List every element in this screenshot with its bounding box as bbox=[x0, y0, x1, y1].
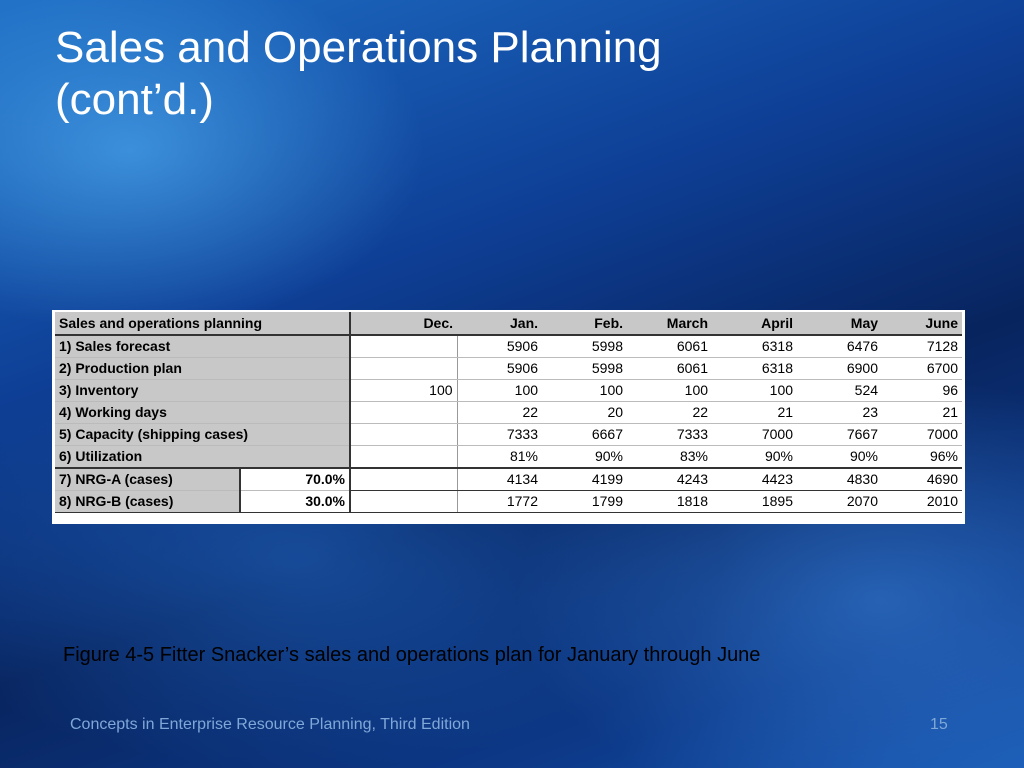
cell-march: 6061 bbox=[627, 358, 712, 380]
cell-june: 21 bbox=[882, 402, 962, 424]
cell-april: 6318 bbox=[712, 335, 797, 358]
cell-june: 2010 bbox=[882, 491, 962, 513]
column-header-june: June bbox=[882, 312, 962, 335]
cell-march: 100 bbox=[627, 380, 712, 402]
cell-jan: 1772 bbox=[457, 491, 542, 513]
cell-june: 7128 bbox=[882, 335, 962, 358]
table-header-label: Sales and operations planning bbox=[55, 312, 350, 335]
cell-feb: 5998 bbox=[542, 358, 627, 380]
cell-april: 90% bbox=[712, 446, 797, 469]
cell-feb: 100 bbox=[542, 380, 627, 402]
footer-text: Concepts in Enterprise Resource Planning, Third Edition bbox=[70, 716, 470, 733]
cell-feb: 4199 bbox=[542, 468, 627, 491]
table-row bbox=[55, 358, 962, 380]
figure-caption: Figure 4-5 Fitter Snacker’s sales and operations plan for January through June bbox=[63, 644, 761, 666]
table-row bbox=[55, 335, 962, 358]
row-percentage: 70.0% bbox=[240, 468, 350, 491]
cell-dec bbox=[350, 491, 457, 513]
cell-dec bbox=[350, 402, 457, 424]
sales-operations-table bbox=[55, 312, 962, 513]
cell-may: 2070 bbox=[797, 491, 882, 513]
cell-may: 23 bbox=[797, 402, 882, 424]
cell-june: 96 bbox=[882, 380, 962, 402]
slide-title-line1: Sales and Operations Planning bbox=[55, 23, 662, 72]
cell-jan: 4134 bbox=[457, 468, 542, 491]
cell-dec bbox=[350, 446, 457, 469]
cell-jan: 5906 bbox=[457, 358, 542, 380]
table-row bbox=[55, 446, 962, 469]
table-row bbox=[55, 468, 962, 491]
cell-april: 21 bbox=[712, 402, 797, 424]
cell-june: 96% bbox=[882, 446, 962, 469]
row-label: 5) Capacity (shipping cases) bbox=[55, 424, 350, 446]
cell-may: 4830 bbox=[797, 468, 882, 491]
cell-dec: 100 bbox=[350, 380, 457, 402]
cell-jan: 5906 bbox=[457, 335, 542, 358]
row-percentage: 30.0% bbox=[240, 491, 350, 513]
table-row bbox=[55, 402, 962, 424]
cell-march: 6061 bbox=[627, 335, 712, 358]
cell-march: 4243 bbox=[627, 468, 712, 491]
slide-title bbox=[55, 22, 955, 126]
cell-june: 4690 bbox=[882, 468, 962, 491]
table-header-row bbox=[55, 312, 962, 335]
page-number: 15 bbox=[930, 716, 948, 733]
cell-april: 4423 bbox=[712, 468, 797, 491]
column-header-jan: Jan. bbox=[457, 312, 542, 335]
cell-may: 6476 bbox=[797, 335, 882, 358]
column-header-april: April bbox=[712, 312, 797, 335]
cell-may: 524 bbox=[797, 380, 882, 402]
cell-june: 7000 bbox=[882, 424, 962, 446]
cell-june: 6700 bbox=[882, 358, 962, 380]
row-label: 2) Production plan bbox=[55, 358, 350, 380]
cell-march: 22 bbox=[627, 402, 712, 424]
cell-march: 83% bbox=[627, 446, 712, 469]
cell-april: 1895 bbox=[712, 491, 797, 513]
cell-may: 7667 bbox=[797, 424, 882, 446]
table-row bbox=[55, 491, 962, 513]
cell-feb: 1799 bbox=[542, 491, 627, 513]
sales-operations-table-panel bbox=[52, 310, 965, 524]
cell-dec bbox=[350, 424, 457, 446]
cell-march: 1818 bbox=[627, 491, 712, 513]
cell-april: 100 bbox=[712, 380, 797, 402]
column-header-march: March bbox=[627, 312, 712, 335]
cell-jan: 22 bbox=[457, 402, 542, 424]
cell-may: 90% bbox=[797, 446, 882, 469]
cell-may: 6900 bbox=[797, 358, 882, 380]
cell-dec bbox=[350, 335, 457, 358]
column-header-feb: Feb. bbox=[542, 312, 627, 335]
cell-jan: 81% bbox=[457, 446, 542, 469]
column-header-may: May bbox=[797, 312, 882, 335]
cell-jan: 7333 bbox=[457, 424, 542, 446]
cell-feb: 20 bbox=[542, 402, 627, 424]
cell-dec bbox=[350, 468, 457, 491]
row-label: 3) Inventory bbox=[55, 380, 350, 402]
row-label: 6) Utilization bbox=[55, 446, 350, 469]
cell-march: 7333 bbox=[627, 424, 712, 446]
column-header-dec: Dec. bbox=[350, 312, 457, 335]
cell-april: 7000 bbox=[712, 424, 797, 446]
cell-feb: 6667 bbox=[542, 424, 627, 446]
cell-dec bbox=[350, 358, 457, 380]
row-label: 1) Sales forecast bbox=[55, 335, 350, 358]
cell-feb: 5998 bbox=[542, 335, 627, 358]
cell-april: 6318 bbox=[712, 358, 797, 380]
table-row bbox=[55, 380, 962, 402]
row-label: 7) NRG-A (cases) bbox=[55, 468, 240, 491]
cell-feb: 90% bbox=[542, 446, 627, 469]
cell-jan: 100 bbox=[457, 380, 542, 402]
table-row bbox=[55, 424, 962, 446]
slide-title-line2: (cont’d.) bbox=[55, 75, 214, 124]
row-label: 4) Working days bbox=[55, 402, 350, 424]
row-label: 8) NRG-B (cases) bbox=[55, 491, 240, 513]
